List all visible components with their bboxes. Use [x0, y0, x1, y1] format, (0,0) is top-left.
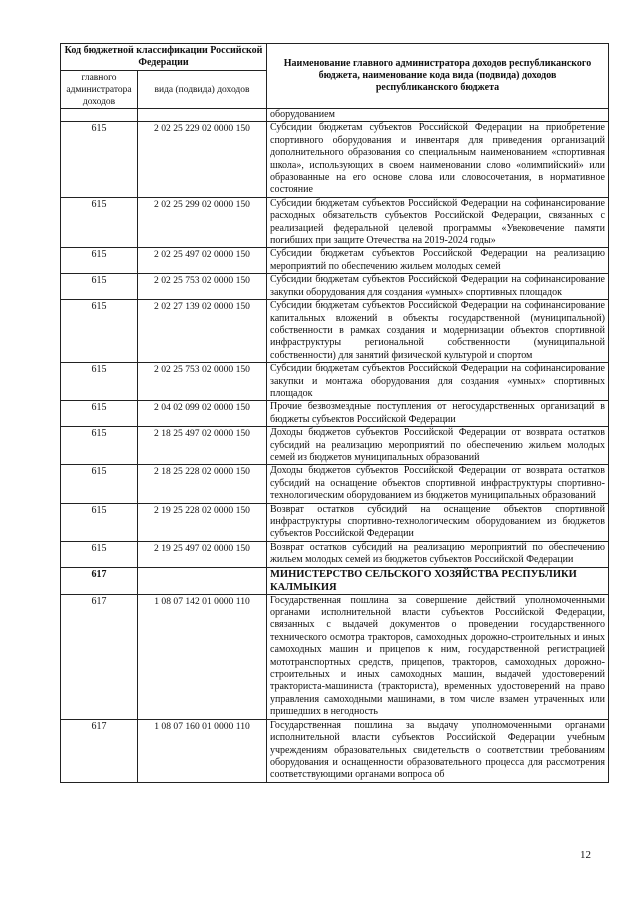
income-code-cell: 2 18 25 497 02 0000 150	[138, 427, 267, 465]
admin-code-cell: 615	[61, 465, 138, 503]
table-row	[61, 541, 609, 567]
admin-code-cell: 617	[61, 567, 138, 594]
income-name-cell: Субсидии бюджетам субъектов Российской Федерации на софинансирование капитальных вложений в объекты государственной (муниципальной) собственности в рамках создания и модернизации объектов спортивной инфраструктуры региональной собственности (муниципальной собственности) для занятий физической культурой и спортом	[267, 300, 609, 363]
income-code-cell: 2 04 02 099 02 0000 150	[138, 401, 267, 427]
admin-code-cell: 615	[61, 401, 138, 427]
income-name-cell: Возврат остатков субсидий на реализацию мероприятий по обеспечению жильем молодых семей из бюджетов субъектов Российской Федерации	[267, 541, 609, 567]
budget-classification-table	[60, 43, 609, 783]
income-name-cell: Прочие безвозмездные поступления от негосударственных организаций в бюджеты субъектов Российской Федерации	[267, 401, 609, 427]
admin-code-cell: 615	[61, 274, 138, 300]
income-code-cell: 2 19 25 228 02 0000 150	[138, 503, 267, 541]
header-group-title: Код бюджетной классификации Российской Федерации	[61, 44, 267, 71]
table-row	[61, 427, 609, 465]
header-admin-column: главного администратора доходов	[61, 71, 138, 109]
table-row	[61, 594, 609, 719]
table-row	[61, 719, 609, 782]
table-body	[61, 109, 609, 783]
income-code-cell: 1 08 07 160 01 0000 110	[138, 719, 267, 782]
header-name-column: Наименование главного администратора доходов республиканского бюджета, наименование кода вида (подвида) доходов республиканского бюджета	[267, 44, 609, 109]
admin-code-cell: 615	[61, 363, 138, 401]
income-code-cell: 2 02 25 299 02 0000 150	[138, 197, 267, 248]
admin-code-cell: 615	[61, 300, 138, 363]
table-row	[61, 248, 609, 274]
table-row	[61, 465, 609, 503]
table-row	[61, 122, 609, 197]
budget-classification-table-container	[60, 43, 608, 783]
income-code-cell	[138, 567, 267, 594]
income-code-cell: 2 18 25 228 02 0000 150	[138, 465, 267, 503]
income-code-cell: 2 02 25 497 02 0000 150	[138, 248, 267, 274]
income-code-cell: 2 02 27 139 02 0000 150	[138, 300, 267, 363]
income-name-cell: Субсидии бюджетам субъектов Российской Федерации на софинансирование закупки оборудования для создания «умных» спортивных площадок	[267, 274, 609, 300]
income-code-cell: 2 02 25 753 02 0000 150	[138, 363, 267, 401]
admin-code-cell: 615	[61, 122, 138, 197]
income-name-cell: МИНИСТЕРСТВО СЕЛЬСКОГО ХОЗЯЙСТВА РЕСПУБЛИКИ КАЛМЫКИЯ	[267, 567, 609, 594]
income-name-cell: Субсидии бюджетам субъектов Российской Федерации на софинансирование закупки и монтажа оборудования для создания «умных» спортивных площадок	[267, 363, 609, 401]
table-row	[61, 197, 609, 248]
income-code-cell: 2 02 25 753 02 0000 150	[138, 274, 267, 300]
income-name-cell: Доходы бюджетов субъектов Российской Федерации от возврата остатков субсидий на оснащение объектов спортивной инфраструктуры спортивно-технологическим оборудованием из бюджетов муниципальных образований	[267, 465, 609, 503]
page-number: 12	[580, 849, 591, 861]
income-name-cell: Возврат остатков субсидий на оснащение объектов спортивной инфраструктуры спортивно-технологическим оборудованием из бюджетов субъектов Российской Федерации	[267, 503, 609, 541]
table-row	[61, 300, 609, 363]
admin-code-cell: 615	[61, 427, 138, 465]
income-name-cell: Субсидии бюджетам субъектов Российской Федерации на приобретение спортивного оборудования и инвентаря для приведения организаций дополнительного образования со специальным наименованием «спортивная школа», использующих в своем наименовании слово «олимпийский» или образованные на его основе слова или словосочетания, в нормативное состояние	[267, 122, 609, 197]
table-row	[61, 109, 609, 122]
table-row	[61, 503, 609, 541]
admin-code-cell	[61, 109, 138, 122]
income-code-cell: 2 19 25 497 02 0000 150	[138, 541, 267, 567]
income-name-cell: Государственная пошлина за выдачу уполномоченными органами исполнительной власти субъектов Российской Федерации учебным учреждениям образовательных свидетельств о соответствии требованиям оборудования и оснащенности образовательного процесса для рассмотрения соответствующими органами вопроса об	[267, 719, 609, 782]
income-code-cell: 2 02 25 229 02 0000 150	[138, 122, 267, 197]
admin-code-cell: 615	[61, 248, 138, 274]
agency-heading-row	[61, 567, 609, 594]
admin-code-cell: 615	[61, 197, 138, 248]
table-row	[61, 401, 609, 427]
income-name-cell: Государственная пошлина за совершение действий уполномоченными органами исполнительной власти субъектов Российской Федерации, связанных с выдачей документов о проведении государственного технического осмотра тракторов, самоходных дорожно-строительных и иных самоходных машин и прицепов к ним, государственной регистрацией мототранспортных средств, прицепов, тракторов, самоходных дорожно-строительных и иных самоходных машин, выдачей удостоверений тракториста-машиниста (тракториста), временных удостоверений на право управления самоходными машинами, в том числе взамен утраченных или пришедших в негодность	[267, 594, 609, 719]
table-row	[61, 363, 609, 401]
income-code-cell: 1 08 07 142 01 0000 110	[138, 594, 267, 719]
income-name-cell: Доходы бюджетов субъектов Российской Федерации от возврата остатков субсидий на реализацию мероприятий по обеспечению жильем молодых семей из бюджетов муниципальных образований	[267, 427, 609, 465]
admin-code-cell: 617	[61, 594, 138, 719]
admin-code-cell: 615	[61, 503, 138, 541]
table-row	[61, 274, 609, 300]
income-name-cell: Субсидии бюджетам субъектов Российской Федерации на реализацию мероприятий по обеспечению жильем молодых семей	[267, 248, 609, 274]
header-type-column: вида (подвида) доходов	[138, 71, 267, 109]
income-name-cell: оборудованием	[267, 109, 609, 122]
admin-code-cell: 615	[61, 541, 138, 567]
income-code-cell	[138, 109, 267, 122]
admin-code-cell: 617	[61, 719, 138, 782]
income-name-cell: Субсидии бюджетам субъектов Российской Федерации на софинансирование расходных обязательств субъектов Российской Федерации, связанных с реализацией федеральной целевой программы «Увековечение памяти погибших при защите Отечества на 2019-2024 годы»	[267, 197, 609, 248]
